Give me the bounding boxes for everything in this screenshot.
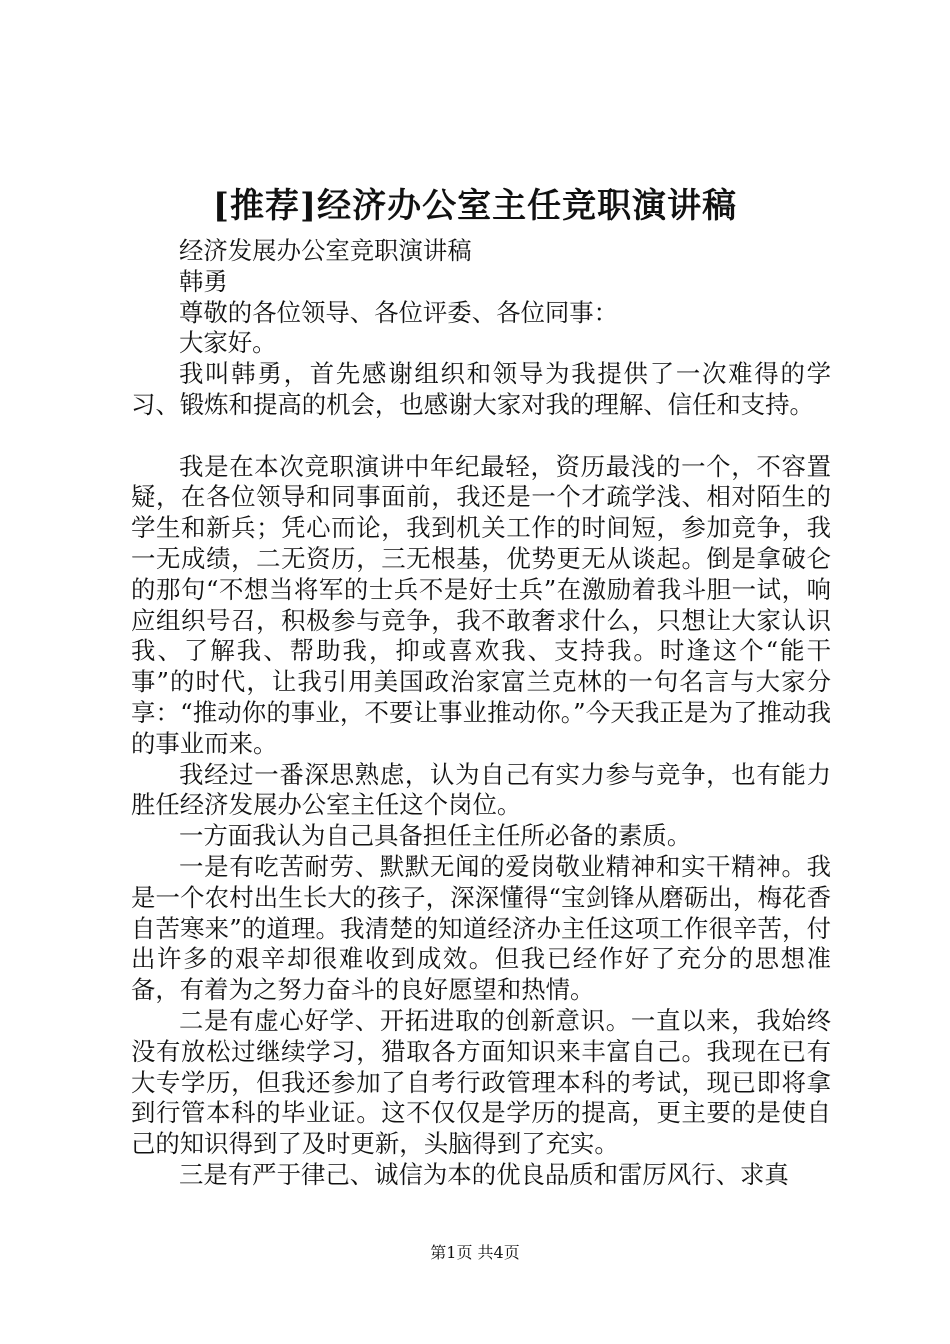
document-body — [131, 236, 831, 1191]
body-paragraph: 一是有吃苦耐劳、默默无闻的爱岗敬业精神和实干精神。我是一个农村出生长大的孩子，深深懂得“宝剑锋从磨砺出，梅花香自苦寒来”的道理。我清楚的知道经济办主任这项工作很辛苦，付出许多的艰辛却很难收到成效。但我已经作好了充分的思想准备，有着为之努力奋斗的良好愿望和热情。 — [131, 851, 831, 1005]
body-paragraph: 三是有严于律己、诚信为本的优良品质和雷厉风行、求真 — [179, 1159, 789, 1189]
body-paragraph: 我是在本次竞职演讲中年纪最轻，资历最浅的一个，不容置疑，在各位领导和同事面前，我还是一个才疏学浅、相对陌生的学生和新兵；凭心而论，我到机关工作的时间短，参加竞争，我一无成绩，二无资历，三无根基，优势更无从谈起。倒是拿破仑的那句“不想当将军的士兵不是好士兵”在激励着我斗胆一试，响应组织号召，积极参与竞争，我不敢奢求什么，只想让大家认识我、了解我、帮助我，抑或喜欢我、支持我。时逢这个“能干事”的时代，让我引用美国政治家富兰克林的一句名言与大家分享：“推动你的事业，不要让事业推动你。”今天我正是为了推动我的事业而来。 — [131, 451, 831, 758]
body-paragraph: 二是有虚心好学、开拓进取的创新意识。一直以来，我始终没有放松过继续学习，猎取各方面知识来丰富自己。我现在已有大专学历，但我还参加了自考行政管理本科的考试，现已即将拿到行管本科的毕业证。这不仅仅是学历的提高，更主要的是使自己的知识得到了及时更新，头脑得到了充实。 — [131, 1005, 831, 1159]
page-number: 第1页 共4页 — [430, 1243, 520, 1262]
greeting-paragraph: 大家好。 — [179, 328, 277, 358]
subtitle-paragraph: 经济发展办公室竞职演讲稿 — [179, 236, 472, 265]
salutation-paragraph: 尊敬的各位领导、各位评委、各位同事： — [179, 297, 619, 327]
author-paragraph: 韩勇 — [179, 266, 228, 296]
body-paragraph: 一方面我认为自己具备担任主任所必备的素质。 — [179, 821, 692, 851]
body-paragraph: 我叫韩勇，首先感谢组织和领导为我提供了一次难得的学习、锻炼和提高的机会，也感谢大家对我的理解、信任和支持。 — [131, 359, 831, 419]
document-title: [推荐]经济办公室主任竞职演讲稿 — [212, 186, 738, 226]
body-paragraph: 我经过一番深思熟虑，认为自己有实力参与竞争，也有能力胜任经济发展办公室主任这个岗位。 — [131, 759, 831, 820]
